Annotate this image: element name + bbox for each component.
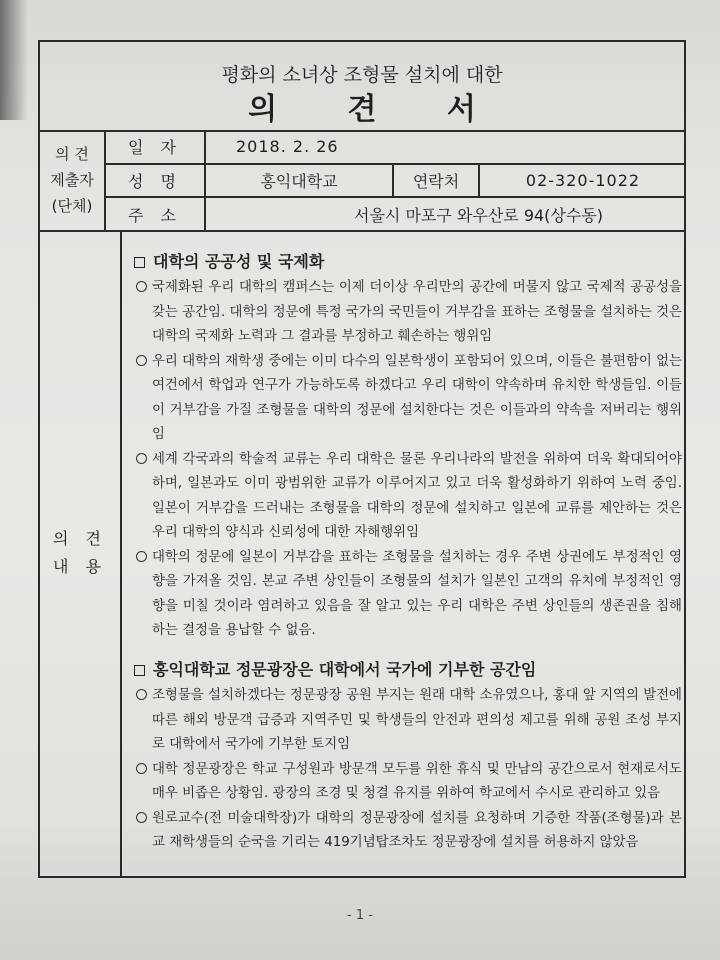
form-header [40, 42, 684, 132]
section-plaza-donation [134, 656, 682, 856]
list-item-text: 국제화된 우리 대학의 캠퍼스는 이제 더이상 우리만의 공간에 머물지 않고 국제적 공공성을 갖는 공간임. 대학의 정문에 특정 국가의 국민들이 거부감을 표하는 조형물을 설치하는 것은 대학의 국제화 노력과 그 결과를 부정하고 훼손하는 행위임 [152, 280, 682, 344]
form-subtitle: 평화의 소녀상 조형물 설치에 대한 [221, 64, 503, 86]
section-heading-text: 대학의 공공성 및 국제화 [153, 252, 325, 271]
address-value: 서울시 마포구 와우산로 94(상수동) [354, 205, 604, 225]
circle-bullet-icon [136, 551, 147, 562]
list-item-text: 우리 대학의 재학생 중에는 이미 다수의 일본학생이 포함되어 있으며, 이들은 불편함이 없는 여건에서 학업과 연구가 가능하도록 하겠다고 우리 대학이 약속하며 유치한 학생들임. 이들이 거부감을 가질 조형물을 대학의 정문에 설치한다는 것은 이들과의 약속을 저버리는 행위임 [152, 353, 682, 442]
page-number: - 1 - [347, 908, 373, 923]
opinion-label-line: 의 견 [53, 529, 107, 548]
section-internationalization [134, 248, 682, 644]
submitter-info-table [40, 130, 684, 232]
name-value: 홍익대학교 [260, 172, 338, 191]
checkbox-square-icon [134, 665, 145, 676]
opinion-form [38, 40, 686, 878]
checkbox-square-icon [134, 257, 145, 268]
circle-bullet-icon [136, 812, 147, 823]
contact-value: 02-320-1022 [525, 171, 641, 190]
date-label: 일 자 [128, 138, 182, 157]
list-item [134, 546, 682, 644]
section-heading-text: 홍익대학교 정문광장은 대학에서 국가에 기부한 공간임 [153, 660, 537, 679]
list-item [134, 758, 682, 807]
list-item [134, 276, 682, 350]
list-item [134, 684, 682, 758]
circle-bullet-icon [136, 689, 147, 700]
list-item [134, 448, 682, 546]
list-item-text: 조형물을 설치하겠다는 정문광장 공원 부지는 원래 대학 소유였으나, 홍대 앞 지역의 발전에 따른 해외 방문객 급증과 지역주민 및 학생들의 안전과 편의성 제고를 위해 공원 조성 부지로 대학에서 국가에 기부한 토지임 [152, 688, 682, 752]
section-heading [134, 248, 682, 276]
submitter-group-label-line: 제출자 [50, 171, 94, 189]
contact-label: 연락처 [412, 172, 460, 191]
opinion-label-line: 내 용 [53, 557, 107, 576]
address-label: 주 소 [128, 205, 182, 225]
section-heading [134, 656, 682, 684]
circle-bullet-icon [136, 763, 147, 774]
opinion-content [124, 230, 686, 876]
list-item-text: 원로교수(전 미술대학장)가 대학의 정문광장에 설치를 요청하며 기증한 작품(조형물)과 본교 재학생들의 순국을 기리는 419기념탑조차도 정문광장에 설치를 허용하지 않았음 [152, 810, 682, 850]
list-item [134, 807, 682, 856]
opinion-content-label [40, 230, 122, 876]
list-item-text: 대학의 정문에 일본이 거부감을 표하는 조형물을 설치하는 경우 주변 상권에도 부정적인 영향을 가져올 것임. 본교 주변 상인들이 조형물의 설치가 일본인 고객의 유치에 부정적인 영향을 미칠 것이라 염려하고 있음을 잘 알고 있는 우리 대학은 주변 상인들의 생존권을 침해하는 결정을 용납할 수 없음. [152, 549, 682, 638]
submitter-group-label [40, 130, 104, 230]
opinion-body [40, 230, 684, 876]
circle-bullet-icon [136, 453, 147, 464]
name-label: 성 명 [128, 172, 182, 191]
submitter-group-label-line: 의 견 [55, 145, 89, 163]
list-item-text: 세계 각국과의 학술적 교류는 우리 대학은 물론 우리나라의 발전을 위하여 더욱 확대되어야 하며, 일본과도 이미 광범위한 교류가 이루어지고 있고 더욱 활성화하기 위하여 노력 중임. 일본이 거부감을 드러내는 조형물을 대학의 정문에 설치하고 일본에 교류를 제안하는 것은 우리 대학의 양식과 신뢰성에 대한 자해행위임 [152, 451, 682, 540]
circle-bullet-icon [136, 281, 147, 292]
list-item-text: 대학 정문광장은 학교 구성원과 방문객 모두를 위한 휴식 및 만남의 공간으로서 현재로서도 매우 비좁은 상황임. 광장의 조경 및 청결 유지를 위하여 학교에서 수시로 관리하고 있음 [152, 761, 682, 801]
paper-shadow [0, 0, 28, 120]
submitter-group-label-line: (단체) [51, 197, 93, 215]
form-title: 의 견 서 [248, 92, 506, 127]
circle-bullet-icon [136, 355, 147, 366]
date-value: 2018. 2. 26 [236, 137, 339, 156]
list-item [134, 350, 682, 448]
